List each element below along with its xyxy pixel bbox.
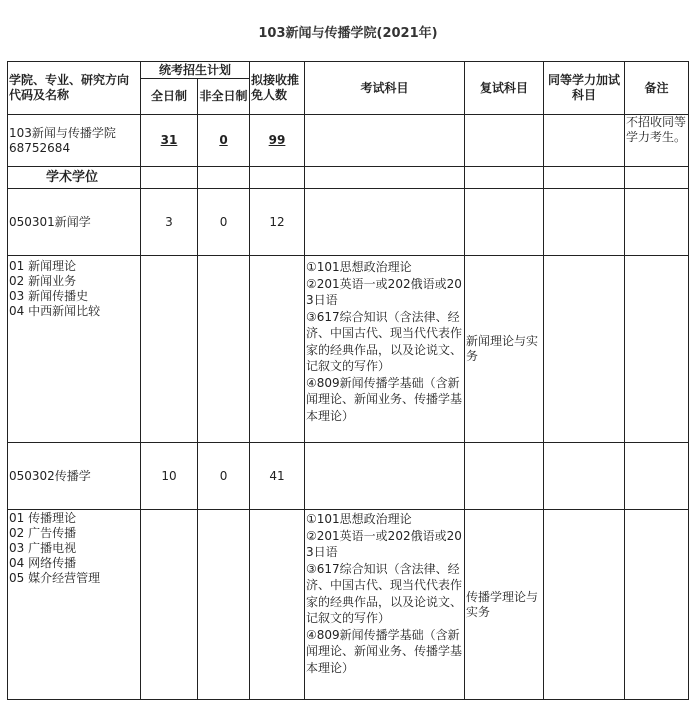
research-directions: 01 传播理论 02 广告传播 03 广播电视 04 网络传播 05 媒介经营管理: [8, 510, 141, 700]
college-row: [8, 115, 689, 167]
major-empty: [625, 189, 689, 256]
major-empty: [305, 189, 465, 256]
section-empty: [250, 167, 305, 189]
section-empty: [305, 167, 465, 189]
direction-row: [8, 510, 689, 700]
college-phone: 68752684: [9, 140, 71, 155]
college-remark: 不招收同等学力考生。: [625, 115, 689, 167]
major-empty: [544, 443, 625, 510]
major-full-time: 3: [141, 189, 198, 256]
major-empty: [465, 189, 544, 256]
major-row: [8, 443, 689, 510]
research-directions: 01 新闻理论 02 新闻业务 03 新闻传播史 04 中西新闻比较: [8, 256, 141, 443]
major-name: 050302传播学: [8, 443, 141, 510]
college-retest-empty: [465, 115, 544, 167]
header-exam-subjects: 考试科目: [305, 62, 465, 115]
direction-empty: [544, 510, 625, 700]
section-label: 学术学位: [8, 167, 141, 189]
direction-empty: [198, 256, 250, 443]
exam-subjects: ①101思想政治理论 ②201英语一或202俄语或203日语 ③617综合知识（含法律、经济、中国古代、现当代代表作家的经典作品，以及论说文、记叙文的写作） ④809新闻传播学基础（含新闻理论、新闻业务、传播学基本理论）: [305, 510, 465, 700]
college-exam-empty: [305, 115, 465, 167]
retest-subjects: 新闻理论与实务: [465, 256, 544, 443]
direction-empty: [141, 256, 198, 443]
college-recommended: 99: [250, 115, 305, 167]
header-equivalent: 同等学力加试科目: [544, 62, 625, 115]
college-equivalent-empty: [544, 115, 625, 167]
college-full-time: 31: [141, 115, 198, 167]
direction-empty: [198, 510, 250, 700]
header-retest-subjects: 复试科目: [465, 62, 544, 115]
direction-empty: [250, 256, 305, 443]
section-empty: [544, 167, 625, 189]
section-empty: [141, 167, 198, 189]
major-row: [8, 189, 689, 256]
direction-empty: [544, 256, 625, 443]
direction-empty: [625, 256, 689, 443]
section-empty: [465, 167, 544, 189]
header-part-time: 非全日制: [198, 79, 250, 115]
major-empty: [465, 443, 544, 510]
exam-subjects: ①101思想政治理论 ②201英语一或202俄语或203日语 ③617综合知识（含法律、经济、中国古代、现当代代表作家的经典作品，以及论说文、记叙文的写作） ④809新闻传播学基础（含新闻理论、新闻业务、传播学基本理论）: [305, 256, 465, 443]
header-full-time: 全日制: [141, 79, 198, 115]
major-empty: [305, 443, 465, 510]
direction-empty: [625, 510, 689, 700]
major-recommended: 12: [250, 189, 305, 256]
major-empty: [625, 443, 689, 510]
major-part-time: 0: [198, 189, 250, 256]
major-recommended: 41: [250, 443, 305, 510]
section-empty: [625, 167, 689, 189]
direction-row: [8, 256, 689, 443]
header-recommended: 拟接收推免人数: [250, 62, 305, 115]
college-cell: [8, 115, 141, 167]
major-name: 050301新闻学: [8, 189, 141, 256]
college-name: 103新闻与传播学院: [9, 125, 116, 140]
direction-empty: [250, 510, 305, 700]
section-empty: [198, 167, 250, 189]
major-empty: [544, 189, 625, 256]
major-full-time: 10: [141, 443, 198, 510]
header-remarks: 备注: [625, 62, 689, 115]
direction-empty: [141, 510, 198, 700]
enrollment-plan-table: [7, 61, 689, 700]
section-row: [8, 167, 689, 189]
retest-subjects: 传播学理论与实务: [465, 510, 544, 700]
header-plan-group: 统考招生计划: [141, 62, 250, 79]
college-part-time: 0: [198, 115, 250, 167]
page-title: 103新闻与传播学院(2021年): [258, 26, 438, 41]
major-part-time: 0: [198, 443, 250, 510]
header-row: [8, 62, 689, 79]
header-college: 学院、专业、研究方向代码及名称: [8, 62, 141, 115]
